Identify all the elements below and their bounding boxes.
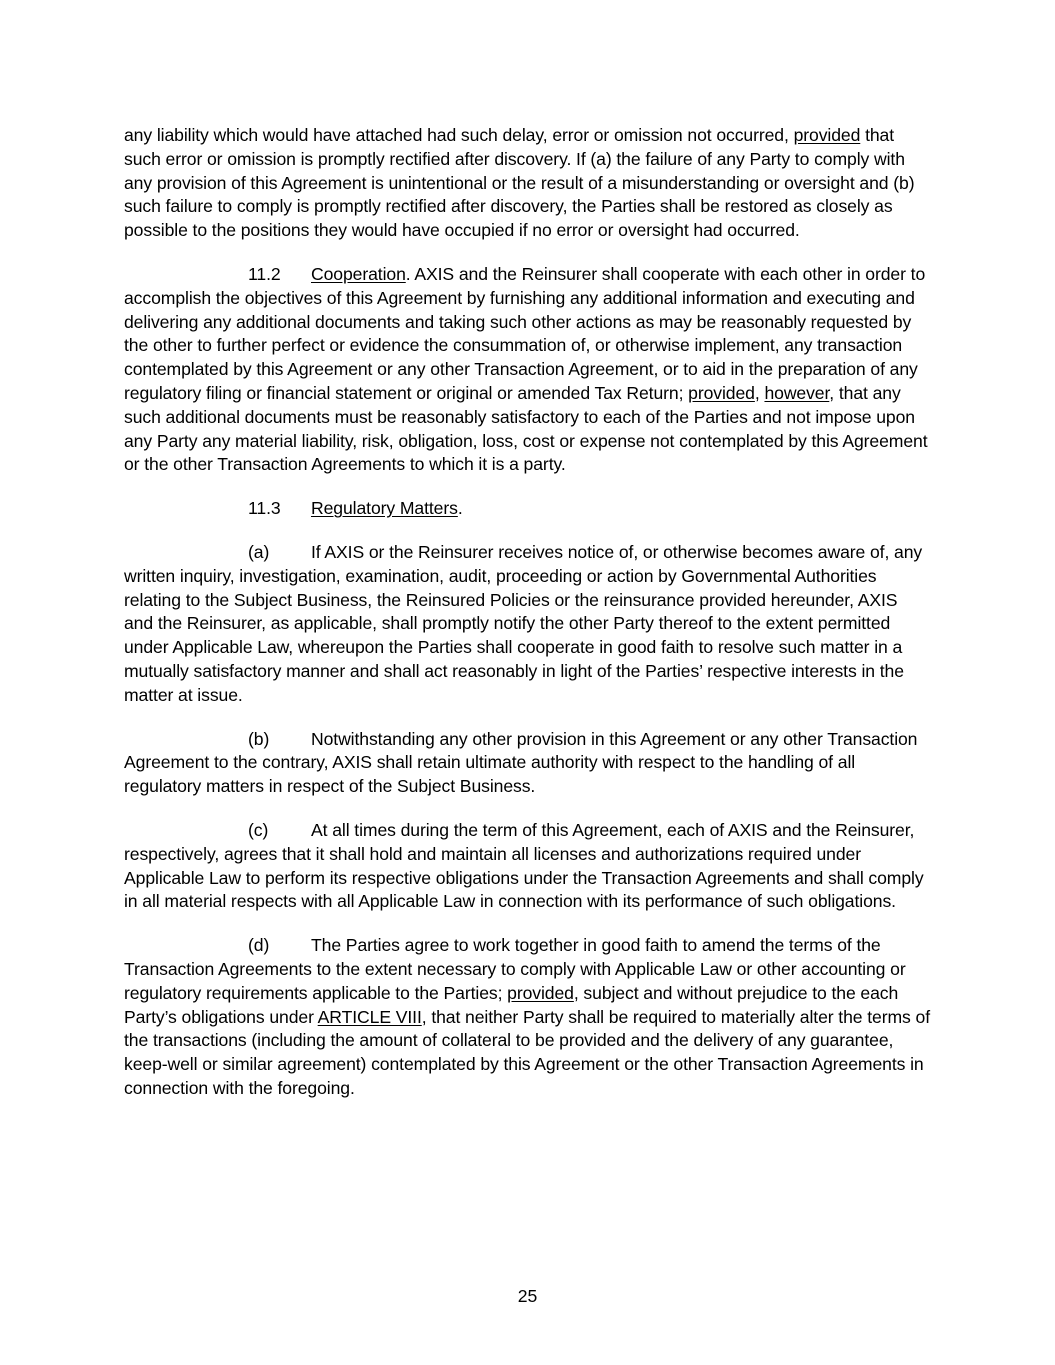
text: If AXIS or the Reinsurer receives notice of, or otherwise becomes aware of, any written inquiry, investigation, examination, audit, proceeding or action by Governmental Authorities relating to the Subject Business, the Reinsured Policies or the reinsurance provided hereunder, AXIS and the Reinsurer, as applicable, shall promptly notify the other Party thereof to the extent permitted under Applicable Law, whereupon the Parties shall cooperate in good faith to resolve such matter in a mutually satisfactory manner and shall act reasonably in light of the Parties’ respective interests in the matter at issue.: [124, 541, 923, 705]
text: that such error or omission is promptly rectified after discovery. If (a) the failure of any Party to comply with any provision of this Agreement is unintentional or the result of a misunderstanding or oversight and (b) such failure to comply is promptly rectified after discovery, the Parties shall be restored as closely as possible to the positions they would have occupied if no error or oversight had occurred.: [124, 125, 915, 241]
text: , subject and without prejudice to the each Party’s obligations under: [124, 982, 899, 1027]
spacer: [124, 799, 930, 819]
subsection-label: (b): [248, 728, 270, 749]
spacer: [124, 243, 930, 263]
subsection-label: (d): [248, 935, 270, 956]
section-11-2: [124, 263, 930, 477]
spacer: [124, 914, 930, 934]
article-reference-link[interactable]: ARTICLE VIII: [317, 1006, 422, 1027]
text: , that any such additional documents must be reasonably satisfactory to each of the Parties and not impose upon any Party any material liability, risk, obligation, loss, cost or expense not contemplated by this Agreement or the other Transaction Agreements to which it is a party.: [124, 382, 928, 475]
subsection-d: [124, 934, 930, 1101]
defined-term-provided: provided: [507, 982, 574, 1003]
text: . AXIS and the Reinsurer shall cooperate with each other in order to accomplish the objectives of this Agreement by furnishing any additional information and executing and delivering any additional documents and taking such other actions as may be reasonably requested by the other to further perfect or evidence the consummation of, or otherwise implement, any transaction contemplated by this Agreement or any other Transaction Agreement, or to aid in the preparation of any regulatory filing or financial statement or original or amended Tax Return;: [124, 263, 926, 403]
paragraph-continuation: [124, 124, 930, 243]
spacer: [124, 521, 930, 541]
subsection-label: (a): [248, 541, 270, 562]
defined-term-however: however: [764, 382, 830, 403]
subsection-a: [124, 541, 930, 708]
section-heading: Regulatory Matters: [311, 498, 458, 519]
section-11-3: [124, 497, 930, 521]
text: At all times during the term of this Agreement, each of AXIS and the Reinsurer, respectively, agrees that it shall hold and maintain all licenses and authorizations required under Applicable Law to perform its respective obligations under the Transaction Agreements and shall comply in all material respects with all Applicable Law in connection with its performance of such obligations.: [124, 819, 924, 912]
page-number: 25: [517, 1286, 538, 1306]
text: , that neither Party shall be required to materially alter the terms of the transactions (including the amount of collateral to be provided and the delivery of any guarantee, keep-well or similar agreement) contemplated by this Agreement or the other Transaction Agreements in connection with the foregoing.: [124, 1006, 930, 1098]
defined-term-provided: provided: [793, 125, 861, 145]
defined-term-provided: provided: [688, 382, 755, 403]
section-number: 11.3: [248, 498, 281, 519]
spacer: [124, 708, 930, 728]
text: The Parties agree to work together in good faith to amend the terms of the Transaction Agreements to the extent necessary to comply with Applicable Law or other accounting or regulatory requirements applicable to the Parties;: [124, 935, 906, 1003]
section-number: 11.2: [248, 263, 281, 284]
section-heading: Cooperation: [311, 263, 406, 284]
spacer: [124, 477, 930, 497]
subsection-b: [124, 728, 930, 799]
text: .: [457, 498, 463, 519]
text: any liability which would have attached had such delay, error or omission not occurred,: [124, 125, 794, 145]
subsection-c: [124, 819, 930, 914]
document-body: [124, 124, 930, 1101]
text: Notwithstanding any other provision in this Agreement or any other Transaction Agreement to the contrary, AXIS shall retain ultimate authority with respect to the handling of all regulatory matters in respect of the Subject Business.: [124, 728, 918, 797]
text: ,: [754, 382, 765, 403]
subsection-label: (c): [248, 819, 269, 840]
